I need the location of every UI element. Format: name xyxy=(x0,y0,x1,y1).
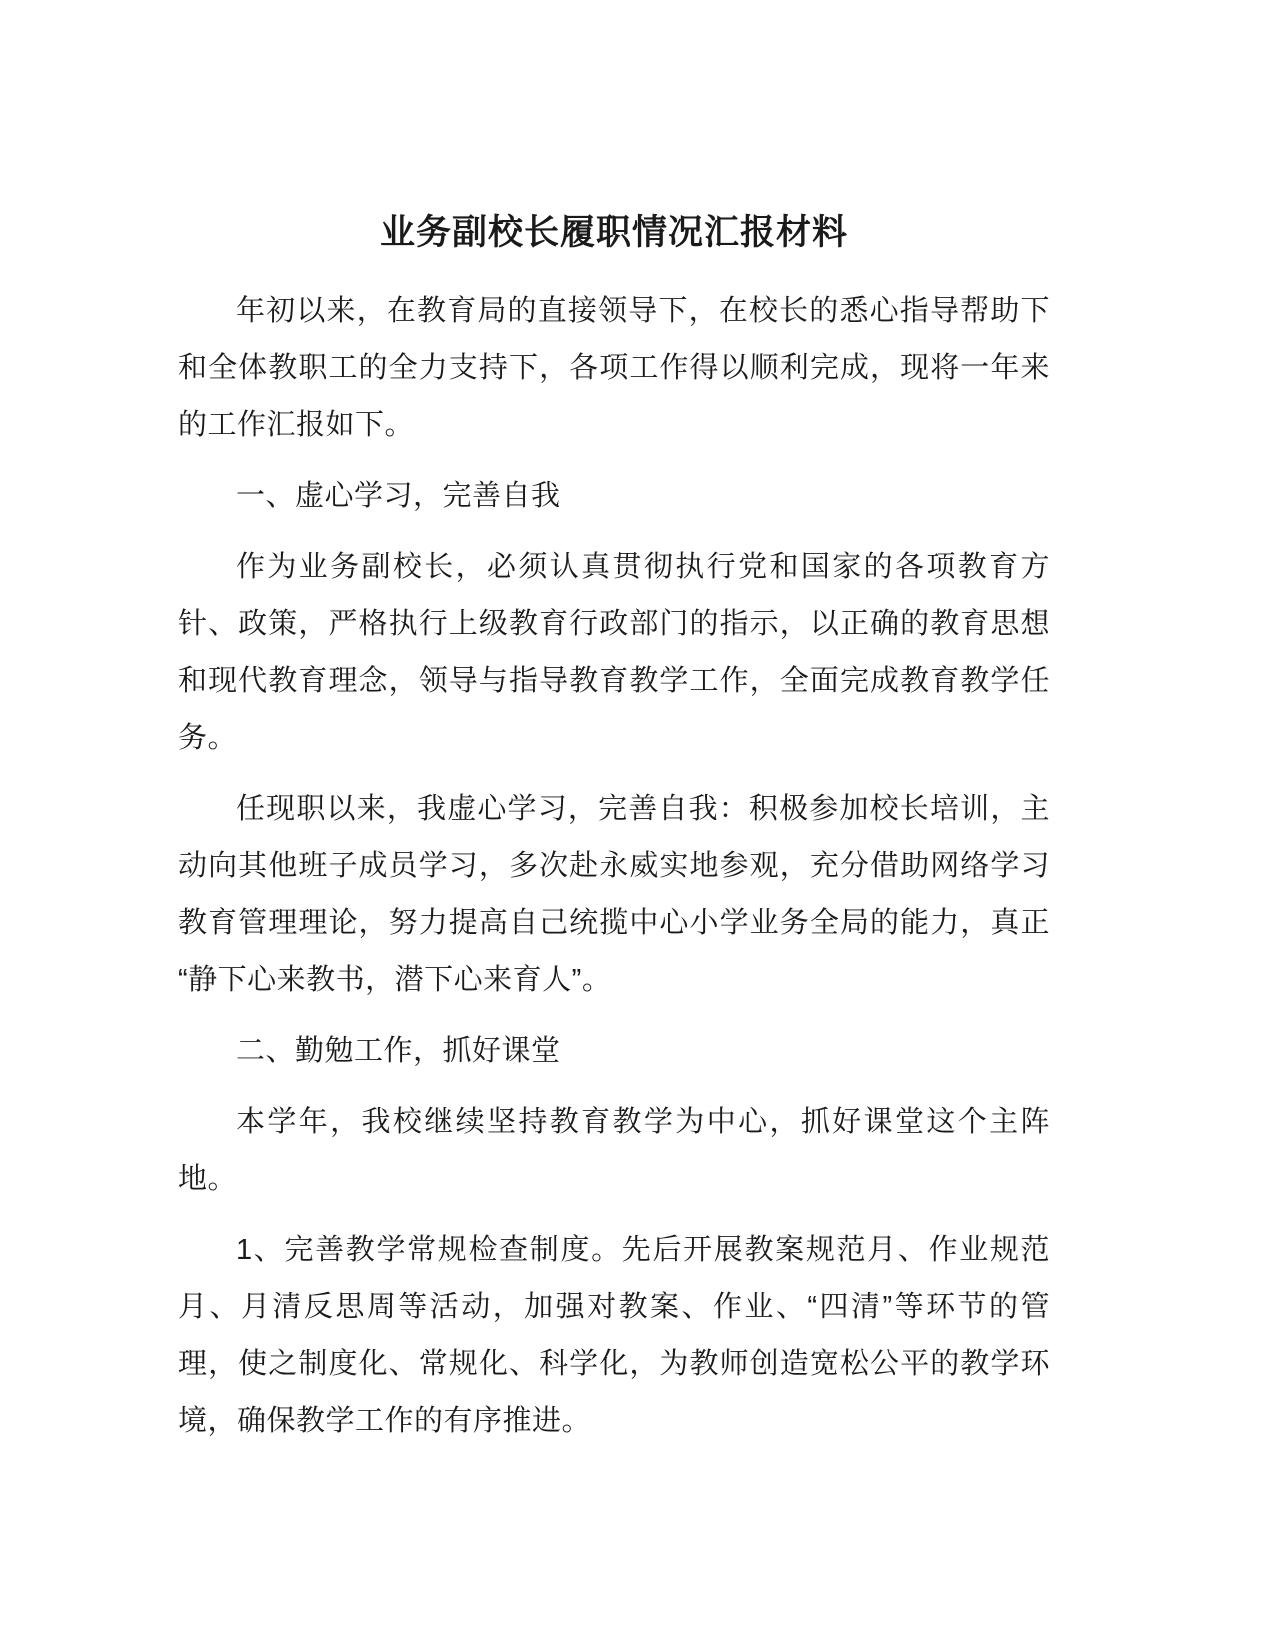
paragraph-section2-body2: 1、完善教学常规检查制度。先后开展教案规范月、作业规范月、月清反思周等活动，加强对教案、作业、“四清”等环节的管理，使之制度化、常规化、科学化，为教师创造宽松公平的教学环境，确保教学工作的有序推进。 xyxy=(178,1234,1050,1437)
section-heading-1: 一、虚心学习，完善自我 xyxy=(236,480,561,512)
section-heading-2: 二、勤勉工作，抓好课堂 xyxy=(236,1035,561,1067)
paragraph-section1-body1: 作为业务副校长，必须认真贯彻执行党和国家的各项教育方针、政策，严格执行上级教育行政部门的指示，以正确的教育思想和现代教育理念，领导与指导教育教学工作，全面完成教育教学任务。 xyxy=(178,551,1050,754)
paragraph-section1-body2: 任现职以来，我虚心学习，完善自我：积极参加校长培训，主动向其他班子成员学习，多次赴永威实地参观，充分借助网络学习教育管理理论，努力提高自己统揽中心小学业务全局的能力，真正“静下心来教书，潜下心来育人”。 xyxy=(178,793,1050,996)
paragraph-intro: 年初以来，在教育局的直接领导下，在校长的悉心指导帮助下和全体教职工的全力支持下，各项工作得以顺利完成，现将一年来的工作汇报如下。 xyxy=(178,295,1050,441)
paragraph-section2-body1: 本学年，我校继续坚持教育教学为中心，抓好课堂这个主阵地。 xyxy=(178,1106,1050,1195)
document-title: 业务副校长履职情况汇报材料 xyxy=(379,213,848,252)
